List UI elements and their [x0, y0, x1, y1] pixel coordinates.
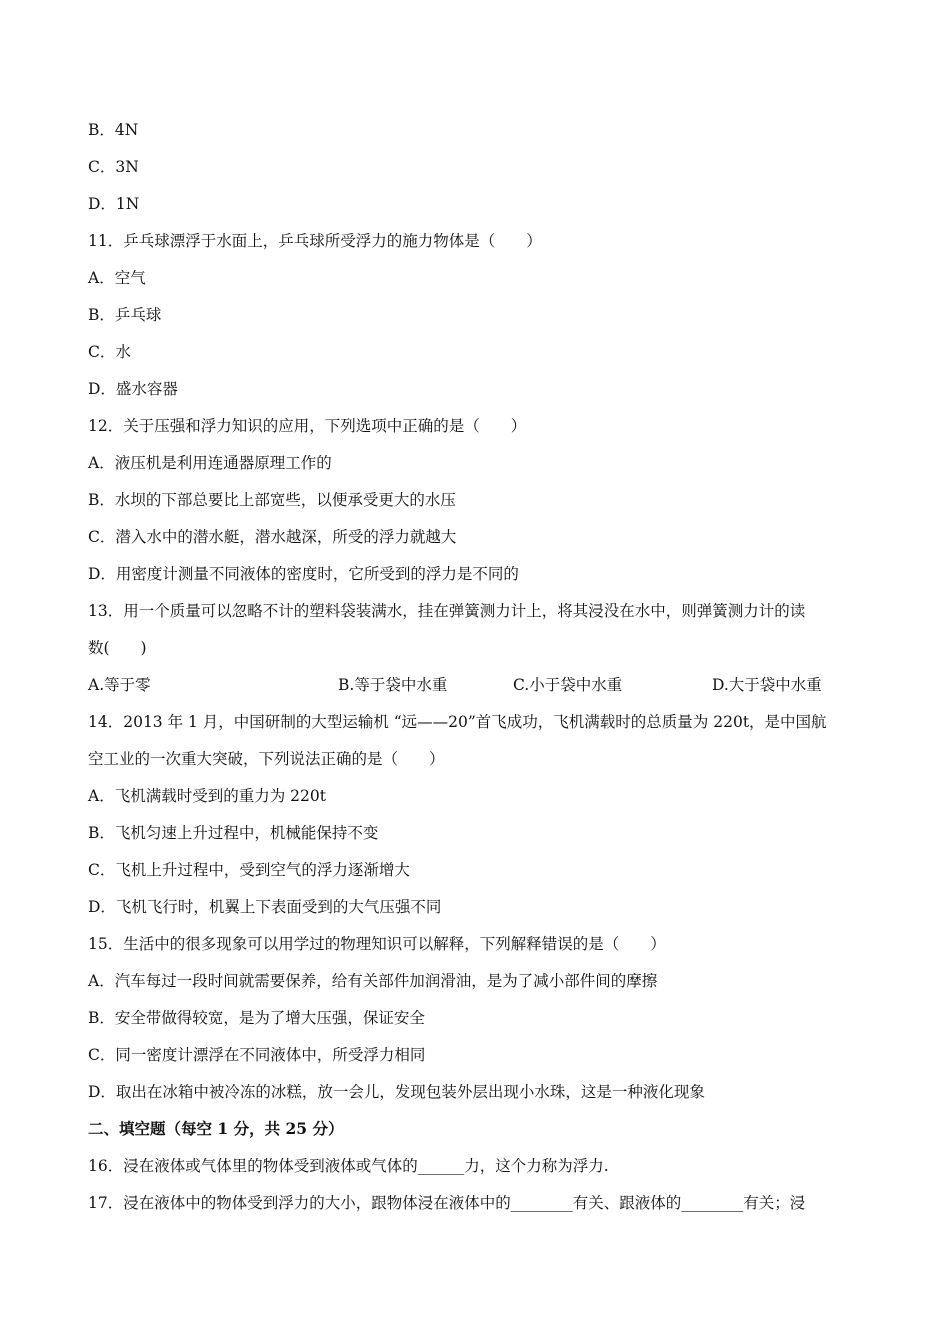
q14-option-c: C．飞机上升过程中，受到空气的浮力逐渐增大: [88, 861, 410, 879]
q15-option-c: C．同一密度计漂浮在不同液体中，所受浮力相同: [88, 1046, 426, 1064]
q12-option-a: A．液压机是利用连通器原理工作的: [88, 454, 332, 472]
q13-stem: 13．用一个质量可以忽略不计的塑料袋装满水，挂在弹簧测力计上，将其浸没在水中，则弹簧测力计的读: [88, 602, 806, 620]
q17-stem: 17．浸在液体中的物体受到浮力的大小，跟物体浸在液体中的________有关、跟液体的________有关；浸: [88, 1194, 806, 1212]
q13-option-a: A.等于零: [88, 676, 151, 694]
q14-option-b: B．飞机匀速上升过程中，机械能保持不变: [88, 824, 379, 842]
q15-option-b: B．安全带做得较宽，是为了增大压强，保证安全: [88, 1009, 425, 1027]
q15-stem: 15．生活中的很多现象可以用学过的物理知识可以解释，下列解释错误的是（ ）: [88, 935, 666, 953]
q11-option-c: C．水: [88, 343, 131, 361]
q13-option-b: B.等于袋中水重: [338, 676, 448, 694]
q13-option-d: D.大于袋中水重: [712, 676, 822, 694]
q15-option-d: D．取出在冰箱中被冷冻的冰糕，放一会儿，发现包装外层出现小水珠，这是一种液化现象: [88, 1083, 705, 1101]
q12-option-d: D．用密度计测量不同液体的密度时，它所受到的浮力是不同的: [88, 565, 519, 583]
q12-stem: 12．关于压强和浮力知识的应用，下列选项中正确的是（ ）: [88, 417, 527, 435]
q14-option-a: A．飞机满载时受到的重力为 220t: [88, 787, 326, 805]
q15-option-a: A．汽车每过一段时间就需要保养，给有关部件加润滑油，是为了减小部件间的摩擦: [88, 972, 658, 990]
q10-option-b: B．4N: [88, 121, 139, 139]
q11-stem: 11．乒乓球漂浮于水面上，乒乓球所受浮力的施力物体是（ ）: [88, 232, 542, 250]
q12-option-b: B．水坝的下部总要比上部宽些，以便承受更大的水压: [88, 491, 456, 509]
q13-option-c: C.小于袋中水重: [513, 676, 623, 694]
q14-stem-cont: 空工业的一次重大突破，下列说法正确的是（ ）: [88, 750, 445, 768]
q14-option-d: D．飞机飞行时，机翼上下表面受到的大气压强不同: [88, 898, 442, 916]
q10-option-d: D．1N: [88, 195, 140, 213]
q16-stem: 16．浸在液体或气体里的物体受到液体或气体的______力，这个力称为浮力.: [88, 1157, 609, 1175]
q11-option-b: B．乒乓球: [88, 306, 162, 324]
q11-option-d: D．盛水容器: [88, 380, 178, 398]
q13-stem-cont: 数( ): [88, 639, 147, 657]
q12-option-c: C．潜入水中的潜水艇，潜水越深，所受的浮力就越大: [88, 528, 457, 546]
q11-option-a: A．空气: [88, 269, 146, 287]
q13-options: [88, 675, 868, 695]
q14-stem: 14．2013 年 1 月，中国研制的大型运输机 “远——20”首飞成功，飞机满载时的总质量为 220t，是中国航: [88, 713, 827, 731]
q10-option-c: C．3N: [88, 158, 139, 176]
section-heading: 二、填空题（每空 1 分，共 25 分）: [88, 1119, 344, 1138]
